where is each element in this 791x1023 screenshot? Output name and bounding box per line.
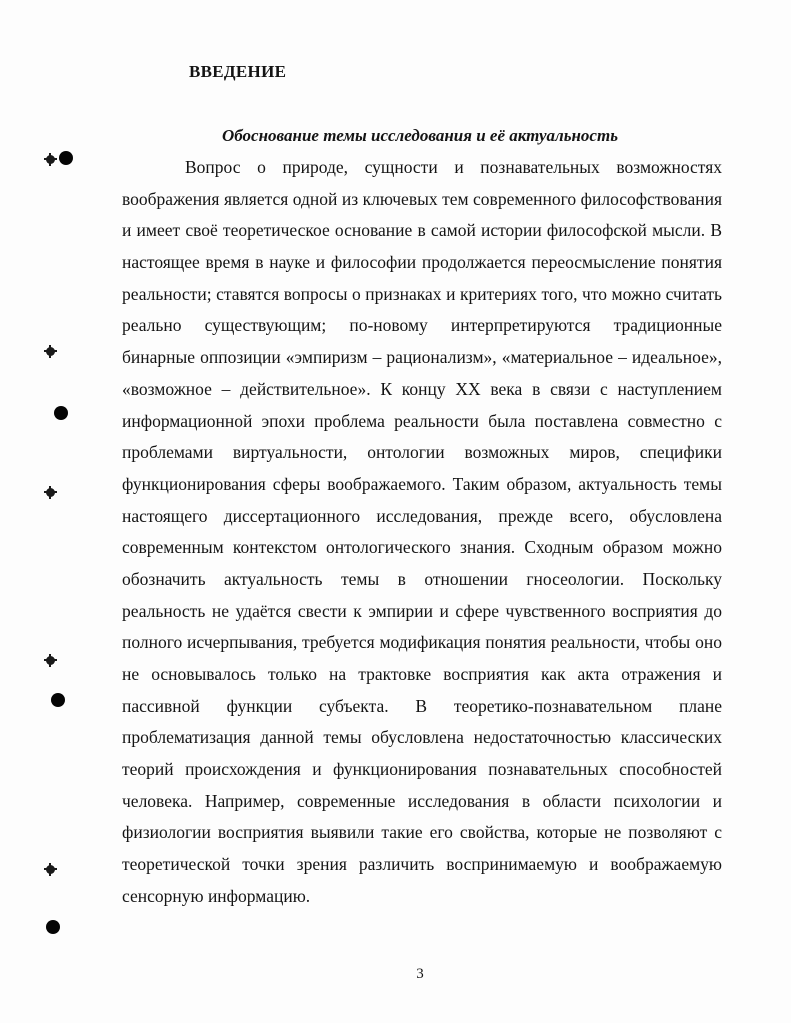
text-line: человека. Например, современные исследования в области психологии и [122, 790, 722, 811]
section-heading: ВВЕДЕНИЕ [189, 62, 287, 81]
scan-speck [46, 155, 55, 164]
binder-hole [46, 920, 60, 934]
binder-hole [54, 406, 68, 420]
text-line: реально существующим; по-новому интерпретируются традиционные [122, 315, 722, 336]
text-line: современным контекстом онтологического знания. Сходным образом можно [122, 537, 722, 558]
text-line: настоящее время в науке и философии продолжается переосмысление понятия [122, 252, 722, 273]
text-line: не основывалось только на трактовке восприятия как акта отражения и [122, 664, 722, 684]
text-line: теоретической точки зрения различить воспринимаемую и воображаемую [122, 854, 722, 875]
scan-speck [46, 865, 55, 874]
text-line: полного исчерпывания, требуется модификация понятия реальности, чтобы оно [122, 632, 722, 653]
section-subheading: Обоснование темы исследования и её актуальность [222, 126, 618, 145]
scan-speck [46, 656, 55, 665]
scan-speck [46, 347, 55, 356]
text-line: функционирования сферы воображаемого. Таким образом, актуальность темы [122, 473, 722, 494]
text-line: «возможное – действительное». К концу XX века в связи с наступлением [122, 378, 722, 399]
text-line: настоящего диссертационного исследования, прежде всего, обусловлена [122, 505, 722, 526]
text-line: теорий происхождения и функционирования познавательных способностей [122, 759, 722, 780]
text-line: пассивной функции субъекта. В теоретико-познавательном плане [122, 695, 722, 716]
text-line: проблематизация данной темы обусловлена недостаточностью классических [122, 727, 722, 748]
text-line: физиологии восприятия выявили такие его свойства, которые не позволяют с [122, 822, 722, 843]
page-number: 3 [416, 966, 424, 982]
text-line: и имеет своё теоретическое основание в самой истории философской мысли. В [122, 220, 722, 241]
text-line: сенсорную информацию. [122, 885, 311, 906]
binder-hole [59, 151, 73, 165]
body-paragraph [122, 152, 722, 913]
text-line: проблемами виртуальности, онтологии возможных миров, специфики [122, 442, 722, 463]
text-line: воображения является одной из ключевых тем современного философствования [122, 188, 722, 209]
text-line: обозначить актуальность темы в отношении гносеологии. Поскольку [122, 568, 722, 589]
text-line: Вопрос о природе, сущности и познавательных возможностях [185, 157, 722, 177]
text-line: реальности; ставятся вопросы о признаках и критериях того, что можно считать [122, 283, 722, 304]
text-line: реальность не удаётся свести к эмпирии и сфере чувственного восприятия до [122, 600, 722, 621]
text-line: бинарные оппозиции «эмпиризм – рационализм», «материальное – идеальное», [122, 347, 722, 368]
binder-hole [51, 693, 65, 707]
text-line: информационной эпохи проблема реальности была поставлена совместно с [122, 410, 722, 431]
scan-speck [46, 488, 55, 497]
